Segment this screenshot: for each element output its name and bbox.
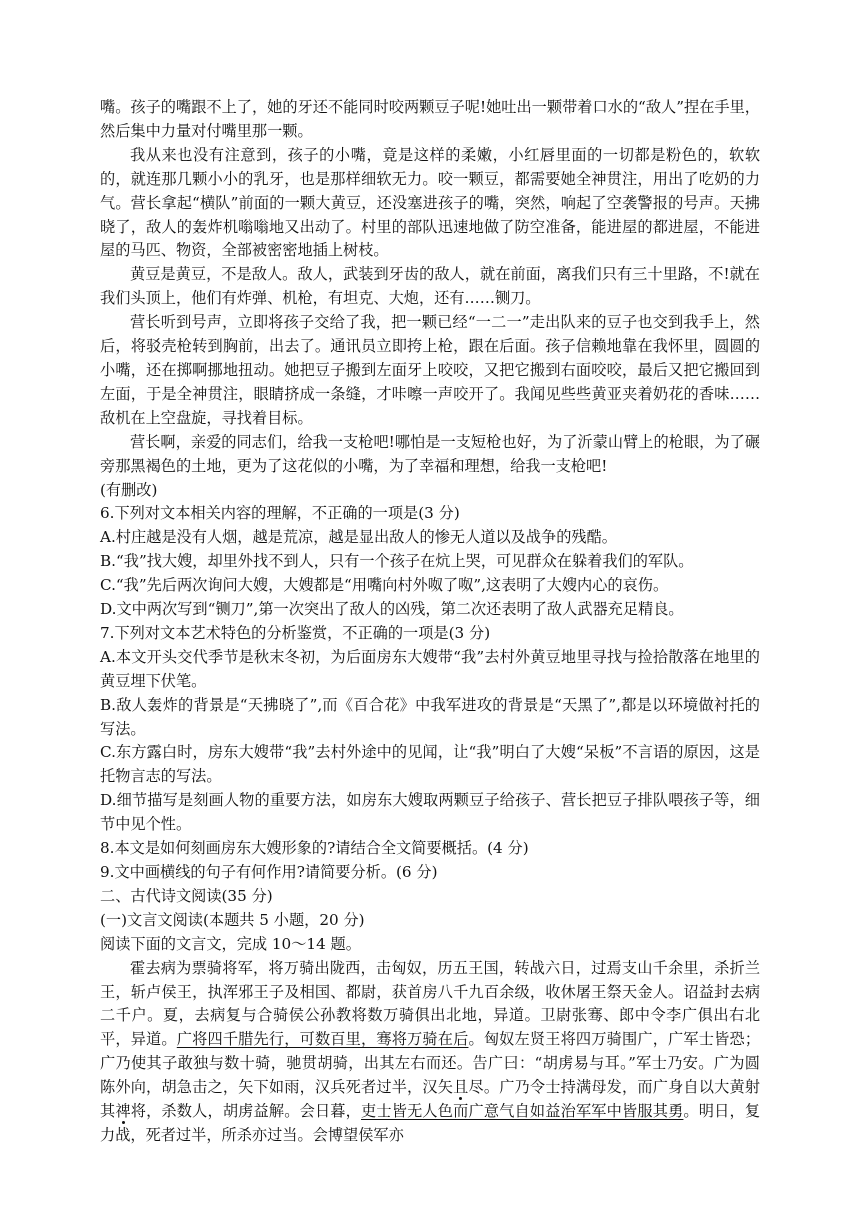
- classical-text-paragraph: [100, 957, 760, 1148]
- question-8: 8.本文是如何刻画房东大嫂形象的?请结合全文简要概括。(4 分): [100, 839, 529, 858]
- classical-text-part-1: 霍去病为票骑将军，将万骑出陇西，击匈奴，历五王国，转战六日，过焉支山千余里，杀折兰王，斩卢侯王，执浑邪王子及相国、都尉，获首房八千九百余级，收休屠王祭天金人。诏益封去病二千户。夏，去病复与合骑侯公孙教将数万骑俱出北地，异道。卫尉张骞、郎中令李广俱出右北平，异道。: [100, 958, 760, 1049]
- question-7-option-d: D.细节描写是刻画人物的重要方法，如房东大嫂取两颗豆子给孩子、营长把豆子排队喂孩子等，细节中见个性。: [100, 791, 760, 834]
- question-6-option-a: A.村庄越是没有人烟，越是荒凉，越是显出敌人的惨无人道以及战争的残酷。: [100, 528, 617, 547]
- question-7-option-c: C.东方露白时，房东大嫂带“我”去村外途中的见闻，让“我”明白了大嫂“呆板”不言语的原因，这是托物言志的写法。: [100, 743, 760, 786]
- passage-paragraph-1: 我从来也没有注意到，孩子的小嘴，竟是这样的柔嫩，小红唇里面的一切都是粉色的，软软的，就连那几颗小小的乳牙，也是那样细软无力。咬一颗豆，都需要她全神贯注，用出了吃奶的力气。营长拿起“横队”前面的一颗大黄豆，还没塞进孩子的嘴，突然，响起了空袭警报的号声。天拂晓了，敌人的轰炸机嗡嗡地又出动了。村里的部队迅速地做了防空准备，能进屋的都进屋，不能进屋的马匹、物资，全部被密密地插上树枝。: [100, 145, 760, 260]
- question-6: 6.下列对文本相关内容的理解，不正确的一项是(3 分): [100, 504, 460, 523]
- question-6-option-d: D.文中两次写到“铡刀”,第一次突出了敌人的凶残，第二次还表明了敌人武器充足精良。: [100, 600, 684, 619]
- passage-paragraph-4: 营长啊，亲爱的同志们，给我一支枪吧!哪怕是一支短枪也好，为了沂蒙山臂上的枪眼，为了碾旁那黑褐色的土地，更为了这花似的小嘴，为了幸福和理想，给我一支枪吧!: [100, 432, 760, 475]
- underlined-sentence-2: 吏士皆无人色而广意气自如益治军军中皆服其勇: [361, 1102, 684, 1121]
- question-6-option-c: C.“我”先后两次询问大嫂，大嫂都是“用嘴向村外呶了呶”,这表明了大嫂内心的哀伤。: [100, 576, 669, 595]
- classical-text-part-5: 。明日，复力战，死者过半，所杀亦过当。会博望侯军亦: [100, 1102, 761, 1144]
- dotted-character-2: 禆: [115, 1102, 131, 1121]
- question-7: 7.下列对文本艺术特色的分析鉴赏，不正确的一项是(3 分): [100, 623, 491, 642]
- passage-paragraph-3: 营长听到号声，立即将孩子交给了我，把一颗已经“一二一”走出队来的豆子也交到我手上，然后，将驳壳枪转到胸前，出去了。通讯员立即挎上枪，跟在后面。孩子信赖地靠在我怀里，圆圆的小嘴，还在掷啊挪地扭动。她把豆子搬到左面牙上咬咬，又把它搬到右面咬咬，最后又把它搬回到左面，于是全神贯注，眼睛挤成一条缝，才咔嚓一声咬开了。我闻见些些黄亚夹着奶花的香味……敌机在上空盘旋，寻找着目标。: [100, 313, 760, 427]
- classical-text-part-2: 。匈奴左贤王将四万骑围广，广军士皆恐；广乃使其子敢独与数十骑，驰贯胡骑，出其左右而还。告广曰：“胡虏易与耳。”军士乃安。广为圆陈外向，胡急击之，矢下如雨，汉兵死者过半，汉矢: [100, 1030, 761, 1097]
- document-page: [100, 96, 760, 1148]
- question-7-option-b: B.敌人轰炸的背景是“天拂晓了”,而《百合花》中我军进攻的背景是“天黑了”,都是以环境做衬托的写法。: [100, 695, 760, 738]
- reading-instruction: 阅读下面的文言文，完成 10～14 题。: [100, 934, 361, 953]
- edit-note: (有删改): [100, 480, 158, 499]
- question-9: 9.文中画横线的句子有何作用?请简要分析。(6 分): [100, 863, 438, 881]
- classical-text-part-4: 将，杀数人，胡虏益解。会日暮，: [130, 1102, 362, 1121]
- passage-paragraph-0: 嘴。孩子的嘴跟不上了，她的牙还不能同时咬两颗豆子呢!她吐出一颗带着口水的“敌人”捏在手里，然后集中力量对付嘴里那一颗。: [100, 98, 760, 140]
- dotted-character-1: 且: [453, 1078, 469, 1097]
- underlined-sentence-1: 广将四千腊先行，可数百里，骞将万骑在后: [176, 1030, 469, 1049]
- question-7-option-a: A.本文开头交代季节是秋末冬初，为后面房东大嫂带“我”去村外黄豆地里寻找与捡拾散落在地里的黄豆埋下伏笔。: [100, 647, 760, 690]
- question-6-option-b: B.“我”找大嫂，却里外找不到人，只有一个孩子在炕上哭，可见群众在躲着我们的军队。: [100, 552, 694, 571]
- passage-paragraph-2: 黄豆是黄豆，不是敌人。敌人，武装到牙齿的敌人，就在前面，离我们只有三十里路，不!就在我们头顶上，他们有炸弹、机枪，有坦克、大炮，还有……铡刀。: [100, 265, 760, 308]
- classical-text-part-3: 尽。广乃令士持满母发，而广身自以大黄射其: [100, 1078, 761, 1121]
- section-heading: 二、古代诗文阅读(35 分): [100, 886, 273, 905]
- subsection-heading: (一)文言文阅读(本题共 5 小题，20 分): [100, 910, 365, 929]
